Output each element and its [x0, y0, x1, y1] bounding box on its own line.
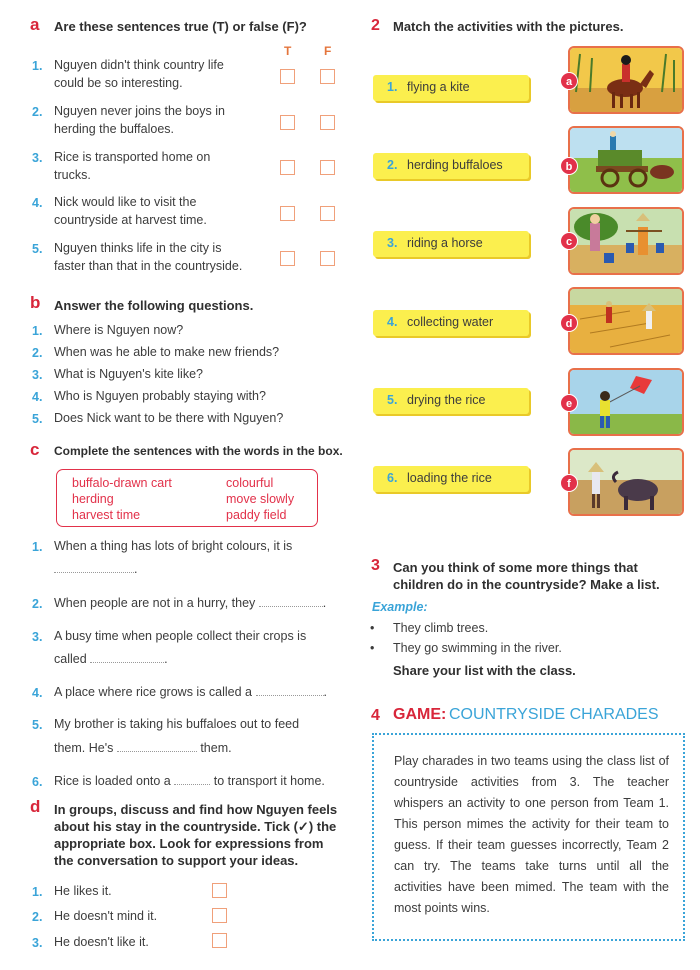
feeling-option: He doesn't mind it. — [54, 909, 158, 923]
activity-number: 4. — [387, 315, 398, 329]
section-4-number: 4 — [371, 707, 380, 724]
sentence-end: . — [322, 596, 327, 610]
item-number: 3. — [32, 151, 43, 165]
sentence-line — [54, 594, 326, 612]
activity-label: herding buffaloes — [407, 158, 503, 172]
sentence-text: Rice is loaded onto a — [54, 774, 171, 788]
item-number: 3. — [32, 936, 43, 950]
activity-card[interactable] — [373, 75, 529, 101]
item-number: 3. — [32, 630, 43, 644]
picture-letter-badge: c — [560, 232, 578, 250]
item-number: 4. — [32, 390, 43, 404]
false-checkbox[interactable] — [320, 251, 335, 266]
item-number: 5. — [32, 412, 43, 426]
true-checkbox[interactable] — [280, 206, 295, 221]
picture-letter-badge: f — [560, 474, 578, 492]
feeling-checkbox[interactable] — [212, 933, 227, 948]
picture-letter-badge: b — [560, 157, 578, 175]
question-text: Who is Nguyen probably staying with? — [54, 389, 266, 403]
true-checkbox[interactable] — [280, 115, 295, 130]
true-column-label: T — [284, 44, 292, 58]
item-number: 2. — [32, 346, 43, 360]
example-item: They climb trees. — [393, 621, 489, 635]
statement-line: countryside at harvest time. — [54, 213, 207, 227]
word-option: move slowly — [226, 492, 295, 506]
item-number: 5. — [32, 718, 43, 732]
answer-blank[interactable] — [54, 561, 134, 573]
section-b-title: Answer the following questions. — [54, 298, 254, 313]
false-checkbox[interactable] — [320, 160, 335, 175]
sentence-end: . — [323, 685, 327, 699]
section-2-number: 2 — [371, 17, 380, 34]
false-checkbox[interactable] — [320, 69, 335, 84]
sentence-text: My brother is taking his buffaloes out to feed — [54, 717, 300, 731]
activity-number: 2. — [387, 158, 398, 172]
word-box — [56, 469, 318, 527]
question-text: When was he able to make new friends? — [54, 345, 280, 359]
item-number: 2. — [32, 105, 43, 119]
example-item: They go swimming in the river. — [393, 641, 562, 655]
false-checkbox[interactable] — [320, 115, 335, 130]
section-a-letter: a — [30, 15, 40, 34]
item-number: 1. — [32, 59, 43, 73]
feeling-checkbox[interactable] — [212, 883, 227, 898]
feeling-checkbox[interactable] — [212, 908, 227, 923]
answer-blank[interactable] — [117, 740, 197, 752]
game-instructions-text: Play charades in two teams using the class list of countryside activities from 3. The teacher whispers an activity to one person from Team 1. This person mimes the activity for their team to guess. If their team guesses incorrectly, Team 2 can try. The teams take turns until all the activities have been mimed. The team with the most points wins. — [394, 754, 669, 915]
feeling-option: He likes it. — [54, 884, 112, 898]
answer-blank[interactable] — [256, 684, 324, 696]
section-d-title-line: appropriate box. Look for expressions from — [54, 836, 324, 851]
item-number: 1. — [32, 885, 43, 899]
item-number: 5. — [32, 242, 43, 256]
activity-label: flying a kite — [407, 80, 470, 94]
picture-letter-badge: a — [560, 72, 578, 90]
section-a-title: Are these sentences true (T) or false (F)? — [54, 19, 307, 34]
activity-label: drying the rice — [407, 393, 486, 407]
item-number: 1. — [32, 324, 43, 338]
right-column — [362, 0, 700, 970]
sentence-text: A place where rice grows is called a — [54, 685, 253, 699]
item-number: 4. — [32, 196, 43, 210]
statement-line: Nguyen thinks life in the city is — [54, 241, 222, 255]
sentence-text: them. He's — [54, 741, 114, 755]
sentence-text: A busy time when people collect their crops is — [54, 629, 307, 643]
activity-label: collecting water — [407, 315, 494, 329]
statement-line: faster than that in the countryside. — [54, 259, 243, 273]
word-option: buffalo-drawn cart — [72, 476, 172, 490]
item-number: 6. — [32, 775, 43, 789]
activity-label: loading the rice — [407, 471, 492, 485]
sentence-end: . — [164, 652, 168, 666]
answer-blank[interactable] — [259, 595, 323, 607]
question-text: What is Nguyen's kite like? — [54, 367, 203, 381]
example-label: Example: — [372, 600, 428, 614]
feeling-option: He doesn't like it. — [54, 935, 149, 949]
statement-line: trucks. — [54, 168, 91, 182]
activity-card[interactable] — [373, 231, 529, 257]
word-option: colourful — [226, 476, 274, 490]
sentence-end: . — [134, 562, 138, 576]
game-instructions-box — [372, 733, 685, 941]
sentence-text: called — [54, 652, 87, 666]
rice-cart-picture[interactable] — [568, 126, 684, 194]
water-carrying-picture[interactable] — [568, 207, 684, 275]
section-d-title-line: In groups, discuss and find how Nguyen feels — [54, 802, 338, 817]
sentence-end: them. — [200, 741, 232, 755]
answer-blank[interactable] — [174, 773, 210, 785]
buffalo-herding-picture[interactable] — [568, 448, 684, 516]
question-text: Does Nick want to be there with Nguyen? — [54, 411, 284, 425]
word-option: harvest time — [72, 508, 141, 522]
false-checkbox[interactable] — [320, 206, 335, 221]
sentence-text: When people are not in a hurry, they — [54, 596, 256, 610]
item-number: 1. — [32, 540, 43, 554]
word-option: paddy field — [226, 508, 287, 522]
section-2-title: Match the activities with the pictures. — [393, 19, 624, 34]
true-checkbox[interactable] — [280, 160, 295, 175]
horse-rider-picture[interactable] — [568, 46, 684, 114]
question-text: Where is Nguyen now? — [54, 323, 184, 337]
game-title: COUNTRYSIDE CHARADES — [449, 706, 659, 723]
item-number: 4. — [32, 686, 43, 700]
activity-card[interactable] — [373, 466, 529, 492]
activity-number: 1. — [387, 80, 398, 94]
section-3-number: 3 — [371, 557, 380, 574]
picture-letter-badge: d — [560, 314, 578, 332]
statement-line: herding the buffaloes. — [54, 122, 175, 136]
section-c-letter: c — [30, 440, 40, 459]
section-d-letter: d — [30, 797, 41, 816]
sentence-line — [54, 772, 325, 790]
activity-card[interactable] — [373, 310, 529, 336]
bullet-icon: • — [370, 641, 375, 655]
game-label: GAME: — [393, 706, 447, 723]
rice-drying-picture[interactable] — [568, 287, 684, 355]
item-number: 2. — [32, 597, 43, 611]
answer-blank[interactable] — [90, 651, 164, 663]
picture-letter-badge: e — [560, 394, 578, 412]
word-option: herding — [72, 492, 114, 506]
true-checkbox[interactable] — [280, 69, 295, 84]
section-b-letter: b — [30, 293, 41, 312]
sentence-line — [54, 650, 168, 668]
activity-label: riding a horse — [407, 236, 483, 250]
activity-number: 5. — [387, 393, 398, 407]
sentence-text: When a thing has lots of bright colours, it is — [54, 539, 293, 553]
section-3-title-line: children do in the countryside? Make a list. — [393, 577, 660, 592]
statement-line: Nguyen never joins the boys in — [54, 104, 225, 118]
false-column-label: F — [324, 44, 332, 58]
section-d-title-line: the conversation to support your ideas. — [54, 853, 299, 868]
sentence-end: to transport it home. — [213, 774, 325, 788]
item-number: 2. — [32, 910, 43, 924]
activity-card[interactable] — [373, 153, 529, 179]
activity-card[interactable] — [373, 388, 529, 414]
kite-flying-picture[interactable] — [568, 368, 684, 436]
item-number: 3. — [32, 368, 43, 382]
sentence-blank-line — [54, 560, 137, 578]
sentence-line — [54, 683, 327, 701]
bullet-icon: • — [370, 621, 375, 635]
statement-line: Nick would like to visit the — [54, 195, 197, 209]
section-c-title: Complete the sentences with the words in the box. — [54, 444, 343, 458]
sentence-line — [54, 739, 232, 757]
statement-line: Nguyen didn't think country life — [54, 58, 224, 72]
activity-number: 6. — [387, 471, 398, 485]
statement-line: Rice is transported home on — [54, 150, 211, 164]
activity-number: 3. — [387, 236, 398, 250]
true-checkbox[interactable] — [280, 251, 295, 266]
share-instruction: Share your list with the class. — [393, 663, 576, 678]
section-3-title-line: Can you think of some more things that — [393, 560, 638, 575]
statement-line: could be so interesting. — [54, 76, 183, 90]
section-d-title-line: about his stay in the countryside. Tick (✓) the — [54, 819, 337, 834]
